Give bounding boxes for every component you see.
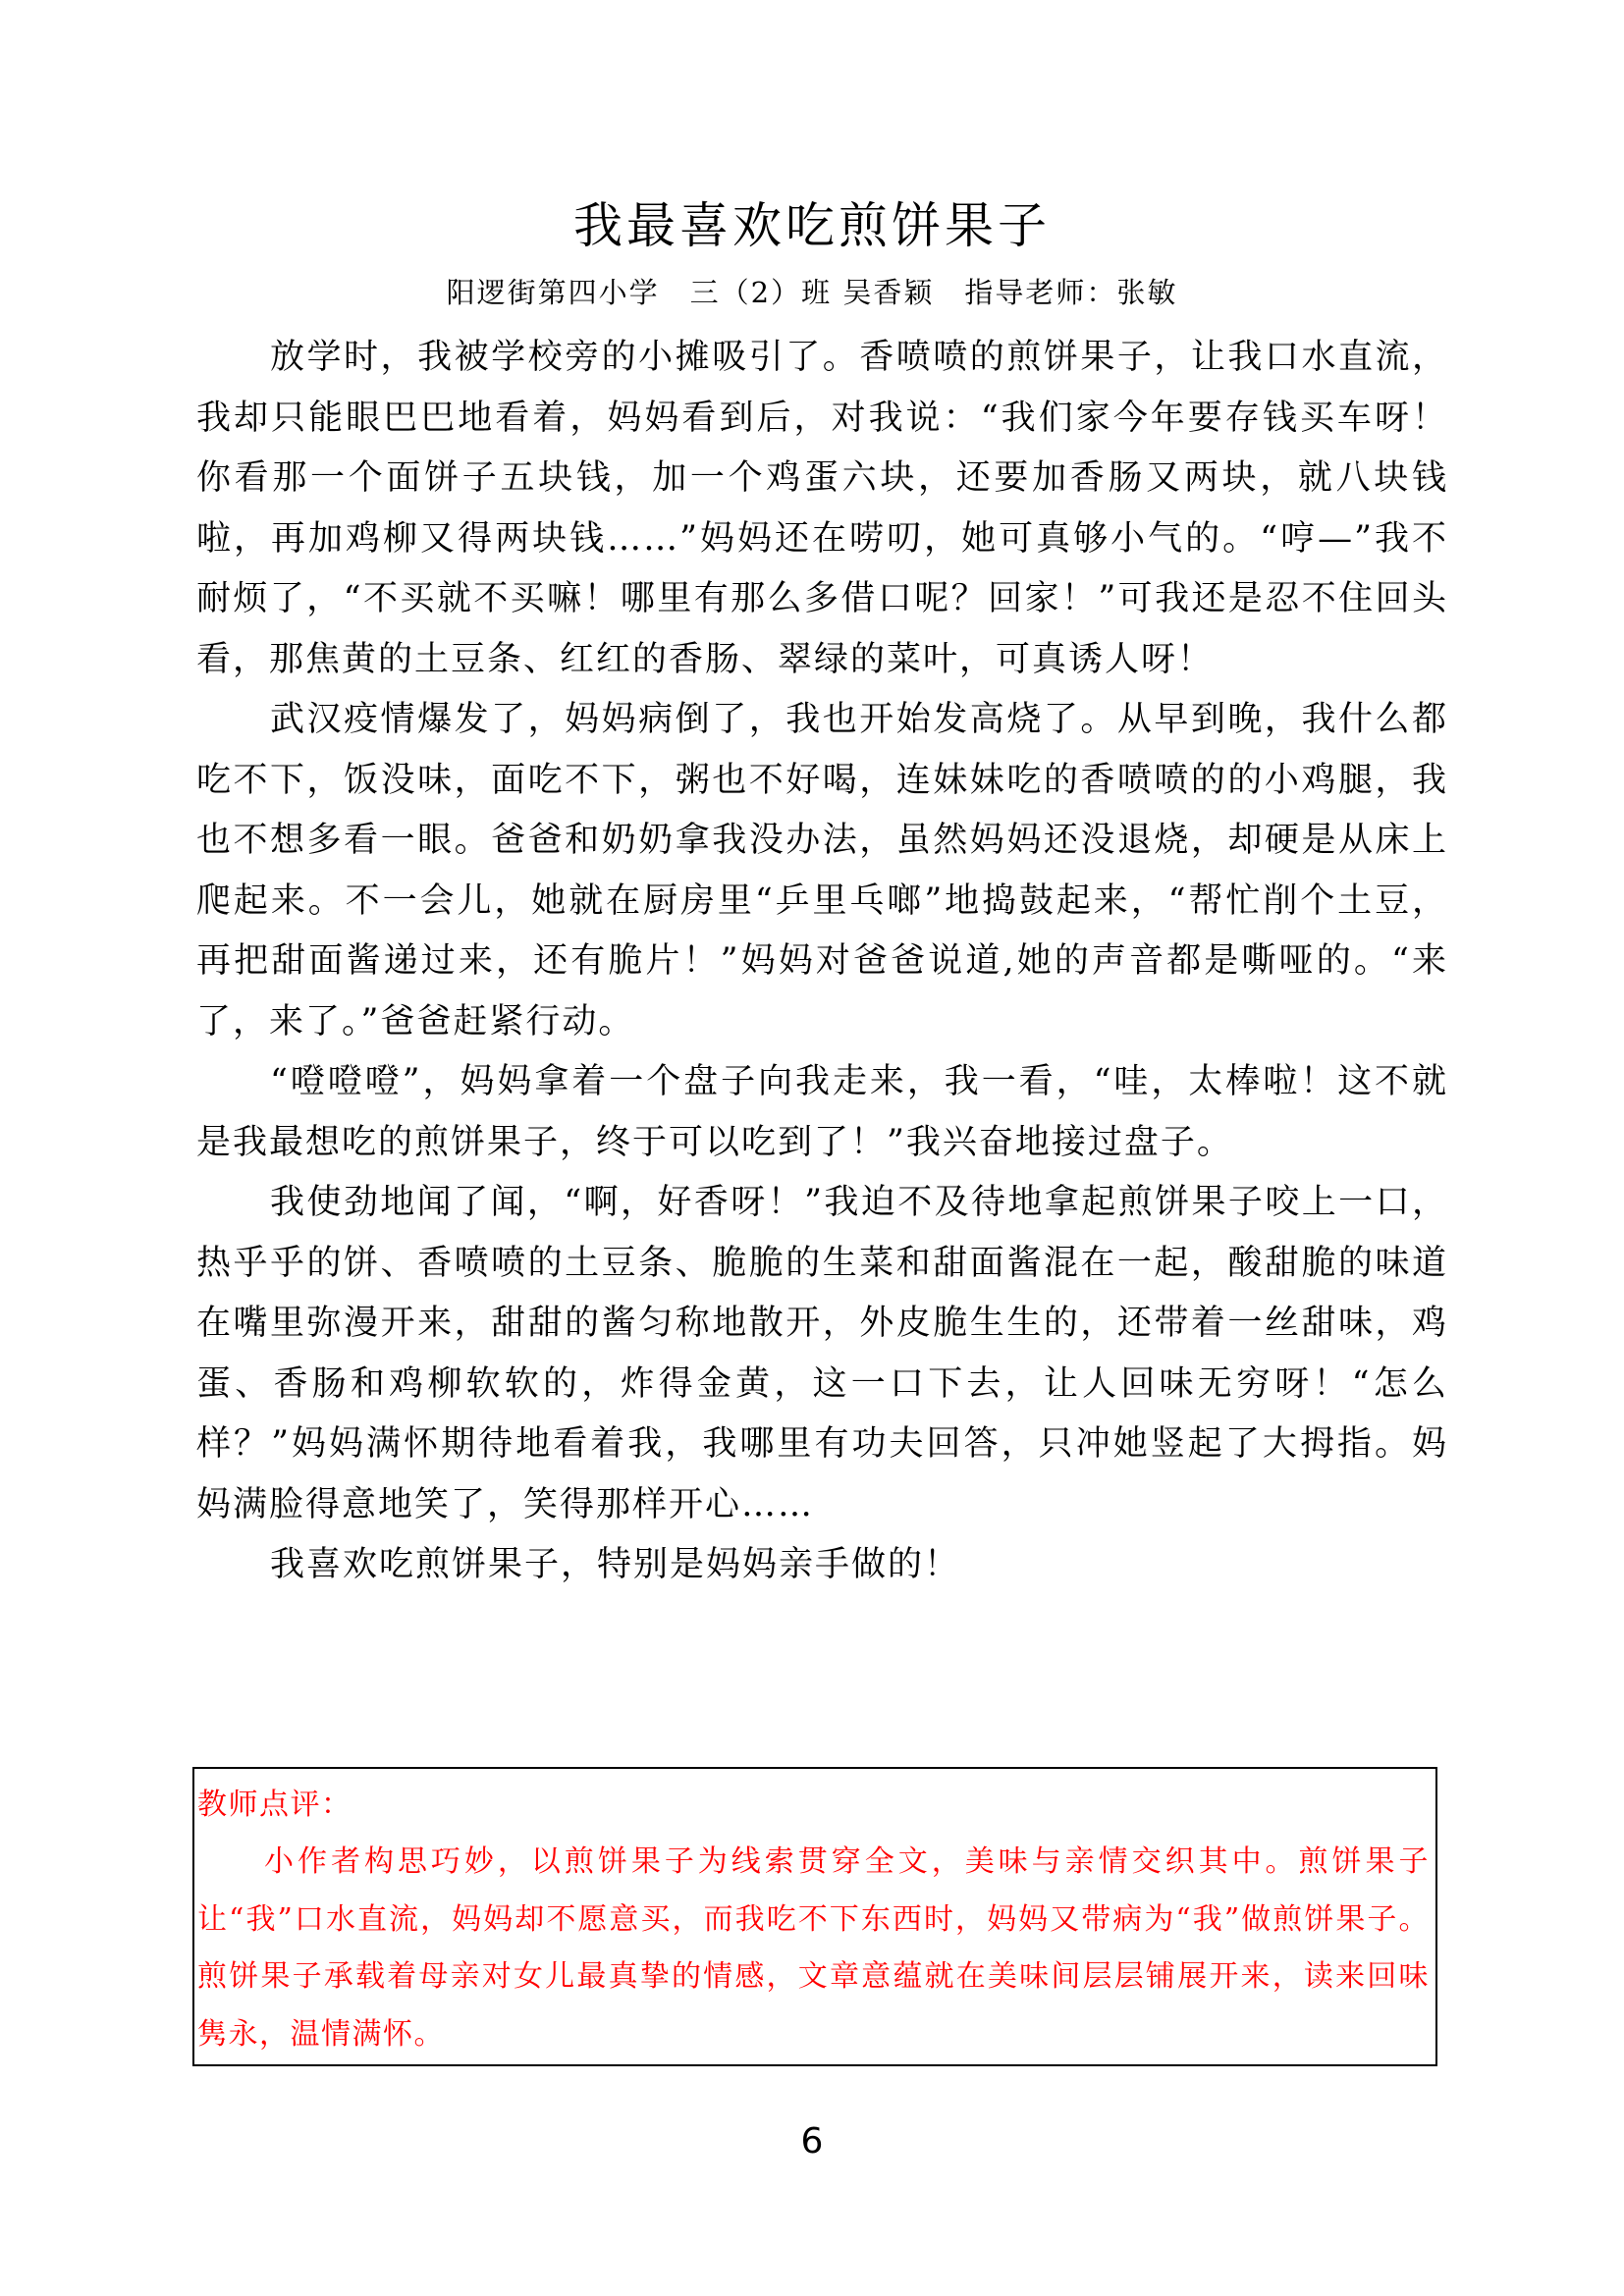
teacher-comment-text: 小作者构思巧妙，以煎饼果子为线索贯穿全文，美味与亲情交织其中。煎饼果子让“我”口水直流，妈妈却不愿意买，而我吃不下东西时，妈妈又带病为“我”做煎饼果子。煎饼果子承载着母亲对女儿最真挚的情感，文章意蕴就在美味间层层铺展开来，读来回味隽永，温情满怀。: [197, 1844, 1430, 2052]
article-paragraph: 放学时，我被学校旁的小摊吸引了。香喷喷的煎饼果子，让我口水直流，我却只能眼巴巴地看着，妈妈看到后，对我说：“我们家今年要存钱买车呀！你看那一个面饼子五块钱，加一个鸡蛋六块，还要加香肠又两块，就八块钱啦，再加鸡柳又得两块钱……”妈妈还在唠叨，她可真够小气的。“哼—”我不耐烦了，“不买就不买嘛！哪里有那么多借口呢？回家！”可我还是忍不住回头看，那焦黄的土豆条、红红的香肠、翠绿的菜叶，可真诱人呀！: [196, 338, 1448, 679]
author-byline: 阳逻街第四小学 三（2）班 吴香颖 指导老师：张敏: [446, 276, 1178, 309]
page-number: 6: [800, 2121, 824, 2162]
article-body: [196, 328, 1448, 1596]
article-paragraph: 我使劲地闻了闻，“啊，好香呀！”我迫不及待地拿起煎饼果子咬上一口，热乎乎的饼、香喷喷的土豆条、脆脆的生菜和甜面酱混在一起，酸甜脆的味道在嘴里弥漫开来，甜甜的酱匀称地散开，外皮脆生生的，还带着一丝甜味，鸡蛋、香肠和鸡柳软软的，炸得金黄，这一口下去，让人回味无穷呀！“怎么样？”妈妈满怀期待地看着我，我哪里有功夫回答，只冲她竖起了大拇指。妈妈满脸得意地笑了，笑得那样开心……: [196, 1183, 1448, 1524]
article-title: 我最喜欢吃煎饼果子: [573, 197, 1051, 254]
teacher-comment-box: [192, 1767, 1437, 2066]
article-paragraph: “噔噔噔”，妈妈拿着一个盘子向我走来，我一看，“哇，太棒啦！这不就是我最想吃的煎饼果子，终于可以吃到了！”我兴奋地接过盘子。: [196, 1062, 1448, 1162]
article-paragraph: 武汉疫情爆发了，妈妈病倒了，我也开始发高烧了。从早到晚，我什么都吃不下，饭没味，面吃不下，粥也不好喝，连妹妹吃的香喷喷的的小鸡腿，我也不想多看一眼。爸爸和奶奶拿我没办法，虽然妈妈还没退烧，却硬是从床上爬起来。不一会儿，她就在厨房里“乒里乓啷”地捣鼓起来，“帮忙削个土豆，再把甜面酱递过来，还有脆片！”妈妈对爸爸说道,她的声音都是嘶哑的。“来了，来了。”爸爸赶紧行动。: [196, 700, 1448, 1041]
teacher-comment-heading: 教师点评：: [197, 1788, 352, 1822]
article-paragraph: 我喜欢吃煎饼果子，特别是妈妈亲手做的！: [270, 1545, 961, 1584]
